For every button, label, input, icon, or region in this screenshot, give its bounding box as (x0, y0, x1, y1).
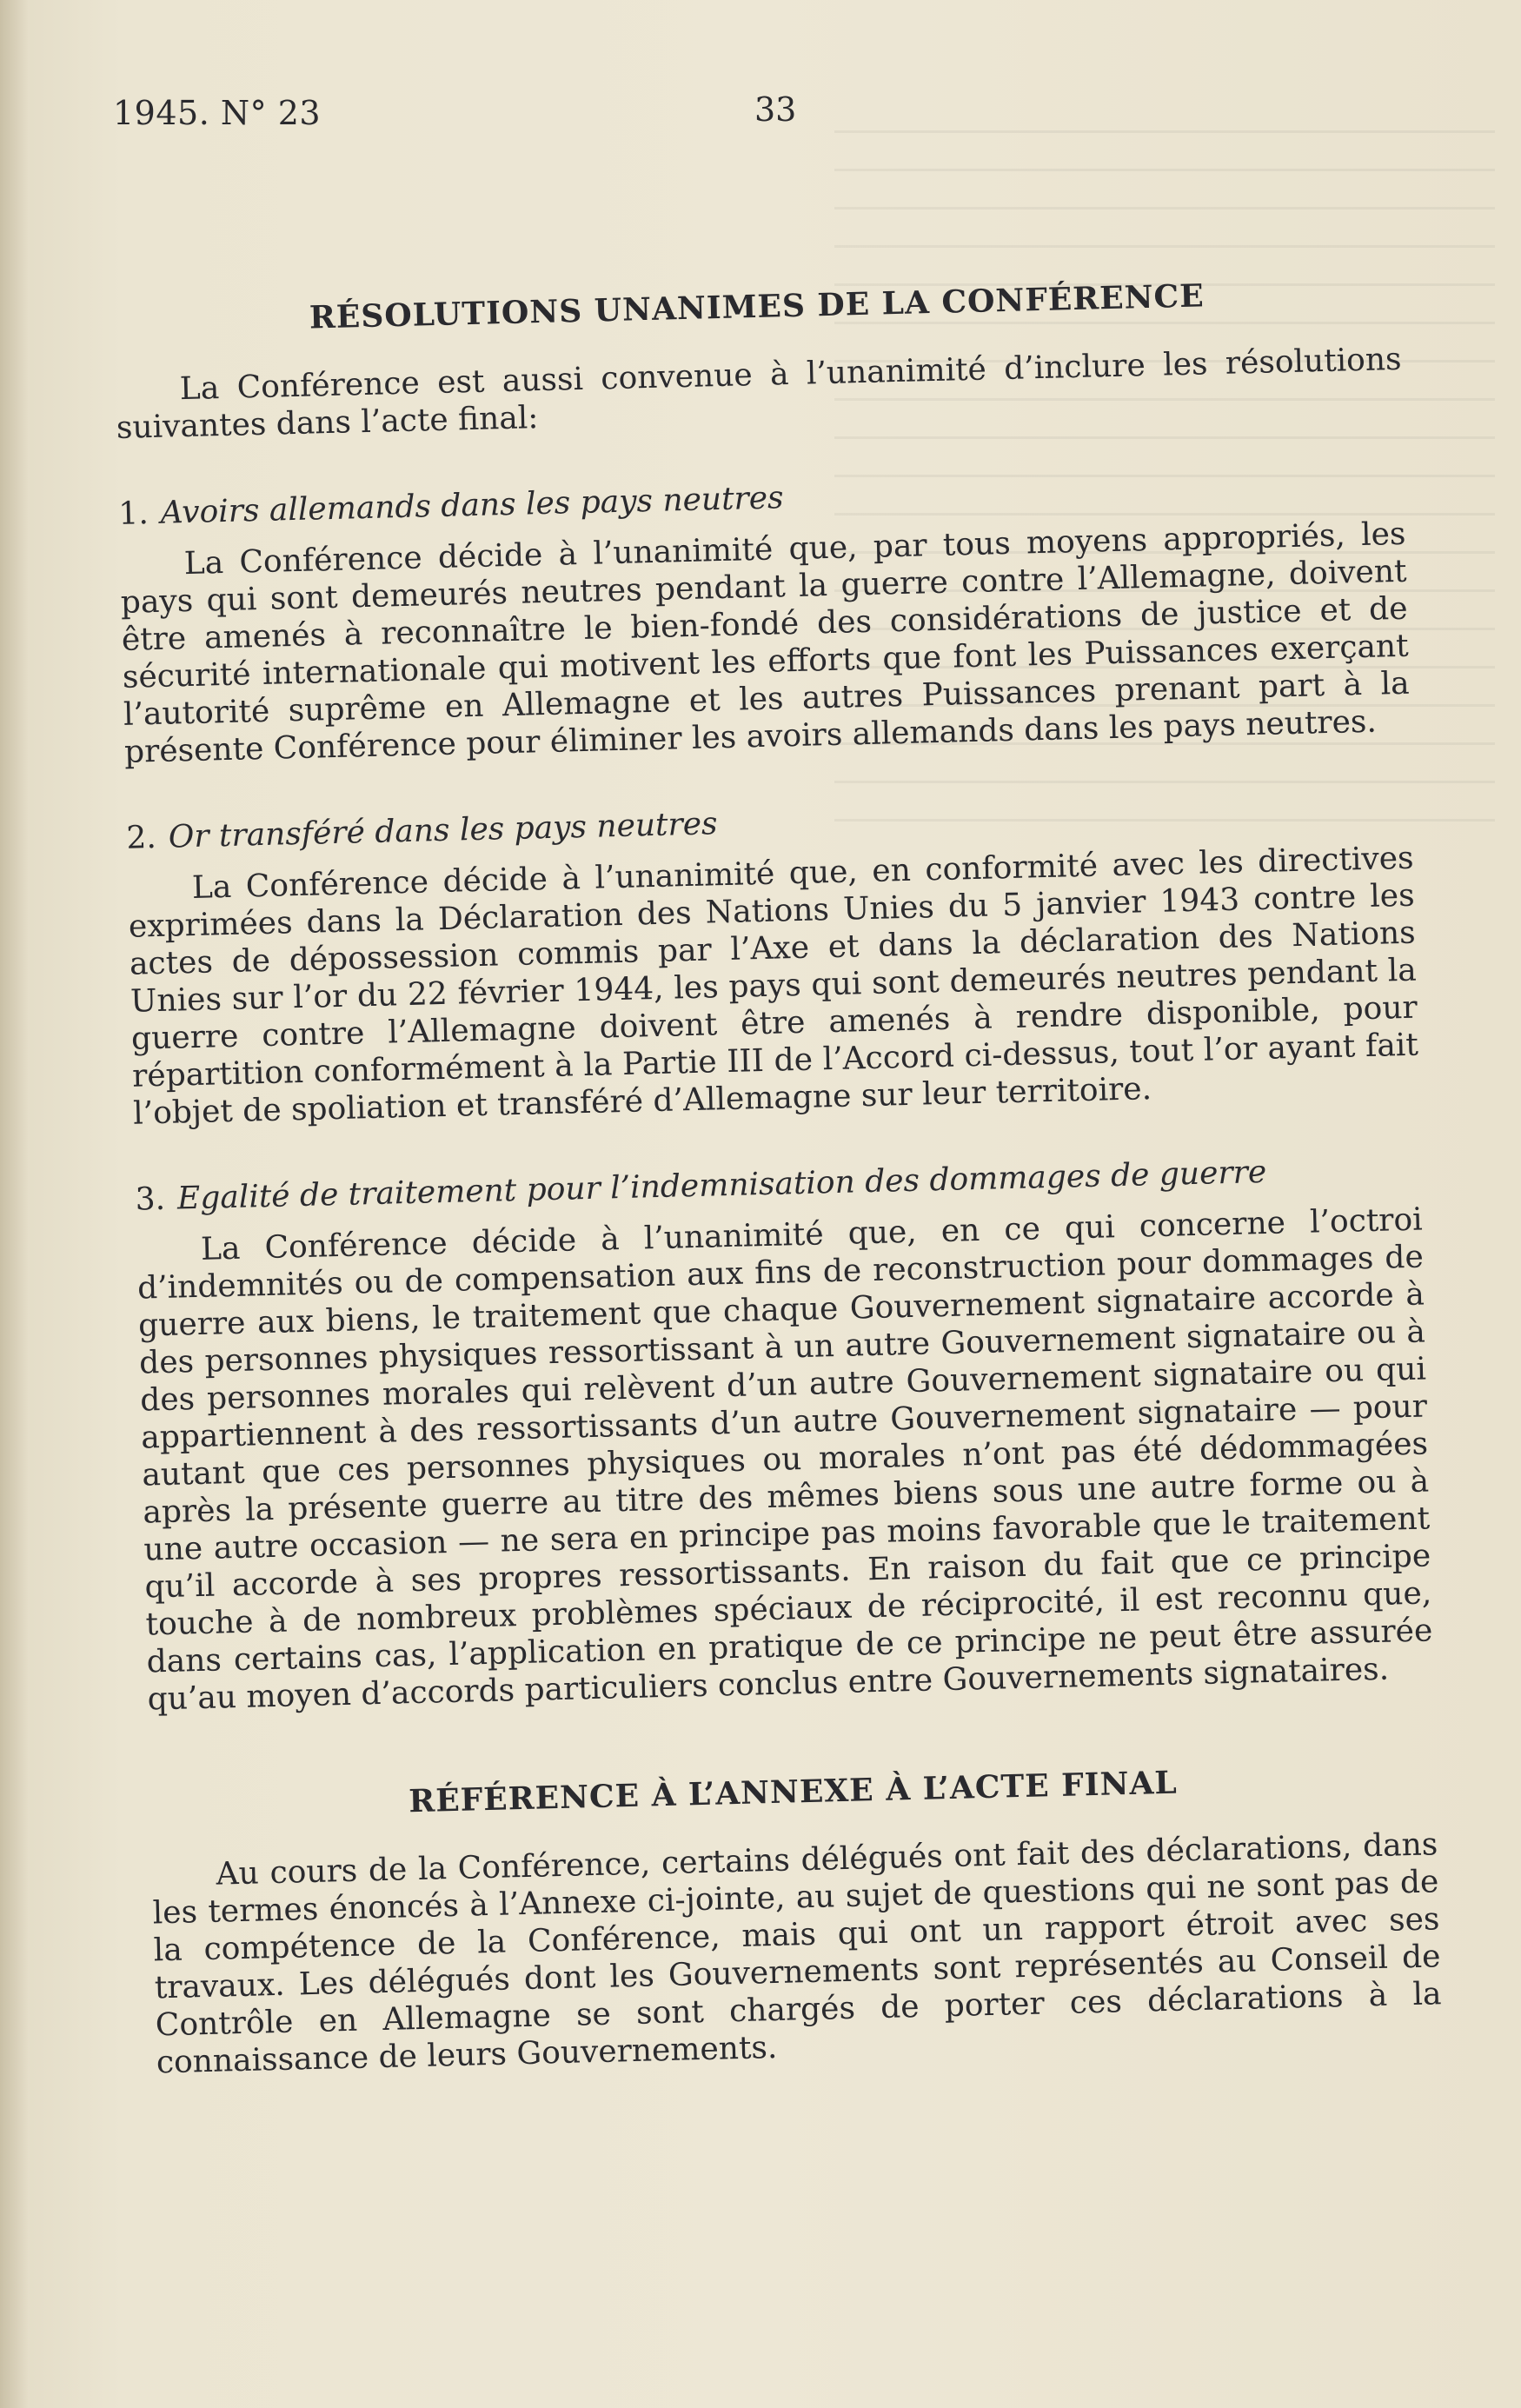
resolution-section (135, 1150, 1434, 1719)
section-heading-resolutions: RÉSOLUTIONS UNANIMES DE LA CONFÉRENCE (309, 277, 1206, 336)
main-content (113, 256, 1443, 2082)
page-binding-edge (0, 0, 30, 2408)
closing-paragraph: Au cours de la Conférence, certains délégués ont fait des déclarations, dans les termes énoncés à l’Annexe ci-jointe, au sujet de questions qui ne sont pas de la compétence de la Conférence, mais qui ont un rapport étroit avec ses travaux. Les délégués dont les Gouvernements sont représentés au Conseil de Contrôle en Allemagne se sont chargés de porter ces déclarations à la connaissance de leurs Gouvernements. (152, 1826, 1442, 2081)
resolution-number: 1. (117, 496, 149, 532)
section-heading-annex-reference: RÉFÉRENCE À L’ANNEXE À L’ACTE FINAL (408, 1764, 1179, 1820)
header-document-number: 1945. N° 23 (113, 94, 322, 132)
resolution-paragraph: La Conférence décide à l’unanimité que, par tous moyens appropriés, les pays qui sont demeurés neutres pendant la guerre contre l’Allemagne, doivent être amenés à reconnaître le bien-fondé des considérations de justice et de sécurité internationale qui motivent les efforts que font les Puissances exerçant l’autorité suprême en Allemagne et les autres Puissances prenant part à la présente Conférence pour éliminer les avoirs allemands dans les pays neutres. (120, 516, 1411, 770)
resolution-paragraph: La Conférence décide à l’unanimité que, en ce qui concerne l’octroi d’indemnités ou de compensation aux fins de reconstruction pour dommages de guerre aux biens, le traitement que chaque Gouvernement signataire accorde à des personnes physiques ressortissant à un autre Gouvernement signataire ou à des personnes morales qui relèvent d’un autre Gouvernement signataire ou qui appartiennent à des ressortissants d’un autre Gouvernement signataire — pour autant que ces personnes physiques ou morales n’ont pas été dédommagées après la présente guerre au titre des mêmes biens sous une autre forme ou à une autre occasion — ne sera en principe pas moins favorable que le traitement qu’il accorde à ses propres ressortissants. En raison du fait que ce principe touche à de nombreux problèmes spéciaux de réciprocité, il est reconnu que, dans certains cas, l’application en pratique de ce principe ne peut être assurée qu’au moyen d’accords particuliers conclus entre Gouvernements signataires. (136, 1201, 1433, 1718)
resolution-title-text: Avoirs allemands dans les pays neutres (160, 480, 785, 531)
resolution-number: 3. (135, 1181, 166, 1218)
intro-paragraph: La Conférence est aussi convenue à l’unanimité d’inclure les résolutions suivantes dans l’acte final: (116, 341, 1402, 446)
resolution-section (118, 464, 1411, 771)
page-number: 33 (754, 90, 797, 129)
resolution-number: 2. (126, 819, 157, 856)
resolution-title-text: Or transféré dans les pays neutres (168, 806, 718, 855)
resolution-title-text: Egalité de traitement pour l’indemnisation des dommages de guerre (176, 1154, 1267, 1217)
resolution-paragraph: La Conférence décide à l’unanimité que, en conformité avec les directives exprimées dans la Déclaration des Nations Unies du 5 janvier 1943 contre les actes de dépossession commis par l’Axe et dans la déclaration des Nations Unies sur l’or du 22 février 1944, les pays qui sont demeurés neutres pendant la guerre contre l’Allemagne doivent être amenés à rendre disponible, pour répartition conformément à la Partie III de l’Accord ci-dessus, tout l’or ayant fait l’objet de spoliation et transféré d’Allemagne sur leur territoire. (128, 840, 1419, 1132)
resolution-section (126, 788, 1419, 1133)
